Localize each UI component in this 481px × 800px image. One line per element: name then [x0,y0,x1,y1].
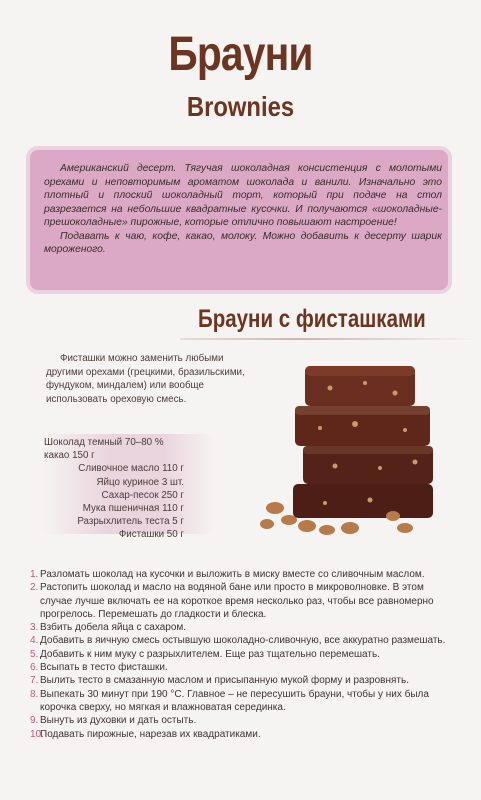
step-number: 1. [30,569,39,580]
step-text: Добавить в яичную смесь остывшую шоколадно-сливочную, все аккуратно размешать. [40,635,446,647]
ingredient-item: Шоколад темный 70–80 % какао 150 г [44,437,164,462]
preparation-steps [30,568,455,741]
ingredient-item: Фисташки 50 г [118,529,184,541]
step-item [30,674,455,687]
nut-substitution-note: Фисташки можно заменить любыми другими орехами (грецкими, бразильскими, фундуком, миндалем) или вообще использовать ореховую смесь. [46,353,245,405]
step-text: Подавать пирожные, нарезав их квадратиками. [40,728,261,740]
page-subtitle: Brownies [186,91,295,122]
step-item [30,648,455,661]
step-number: 9. [30,715,39,727]
ingredient-item: Разрыхлитель теста 5 г [77,516,184,528]
step-item [30,728,455,741]
step-number: 7. [30,675,39,687]
ingredients-list [44,436,184,542]
step-text: Разломать шоколад на кусочки и выложить в миску вместе со сливочным маслом. [40,569,425,580]
intro-text [44,162,442,257]
step-number: 6. [30,662,39,674]
recipe-title: Брауни с фисташками [198,305,426,333]
step-item [30,714,455,727]
step-text: Добавить к ним муку с разрыхлителем. Еще раз тщательно перемешать. [40,648,380,660]
step-item [30,634,455,647]
brownie-stack-image [255,358,455,548]
ingredient-item: Мука пшеничная 110 г [82,503,184,515]
step-item [30,661,455,674]
step-text: Всыпать в тесто фисташки. [40,662,168,674]
step-item [30,568,455,581]
step-item [30,621,455,634]
step-number: 5. [30,648,39,660]
step-text: Вынуть из духовки и дать остыть. [40,715,197,727]
step-text: Выпекать 30 минут при 190 °С. Главное – не пересушить брауни, чтобы у них была корочка сверху, но мягкая и влажноватая серединка. [40,688,429,713]
step-text: Взбить добела яйца с сахаром. [40,622,187,634]
step-text: Вылить тесто в смазанную маслом и присыпанную мукой форму и разровнять. [40,675,409,687]
title-divider [180,338,480,340]
step-number: 3. [30,622,39,634]
step-number: 10. [30,728,44,740]
intro-paragraph-2: Подавать к чаю, кофе, какао, молоку. Можно добавить к десерту шарик мороженого. [44,230,442,255]
page-title: Брауни [168,28,313,81]
ingredient-item: Яйцо куриное 3 шт. [96,476,184,488]
ingredient-item: Сахар-песок 250 г [101,489,184,501]
intro-paragraph-1: Американский десерт. Тягучая шоколадная консистенция с молотыми орехами и неповторимым ароматом шоколада и ванили. Изначально это плотный и плоский шоколадный торт, который при подаче на стол разрезается на небольшие квадратные кусочки. И получаются «шоколадные-прешоколадные» пирожные, которые отлично повышают настроение! [44,163,442,228]
step-number: 4. [30,635,39,647]
step-number: 8. [30,688,39,700]
ingredient-item: Сливочное масло 110 г [78,463,184,475]
step-item [30,688,455,715]
step-item [30,581,455,621]
step-text: Растопить шоколад и масло на водяной бане или просто в микроволновке. В этом случае лучше включать ее на короткое время несколько раз, чтобы все равномерно прогрелось. Перемешать до гладкости и блеска. [40,582,434,620]
step-number: 2. [30,582,39,594]
